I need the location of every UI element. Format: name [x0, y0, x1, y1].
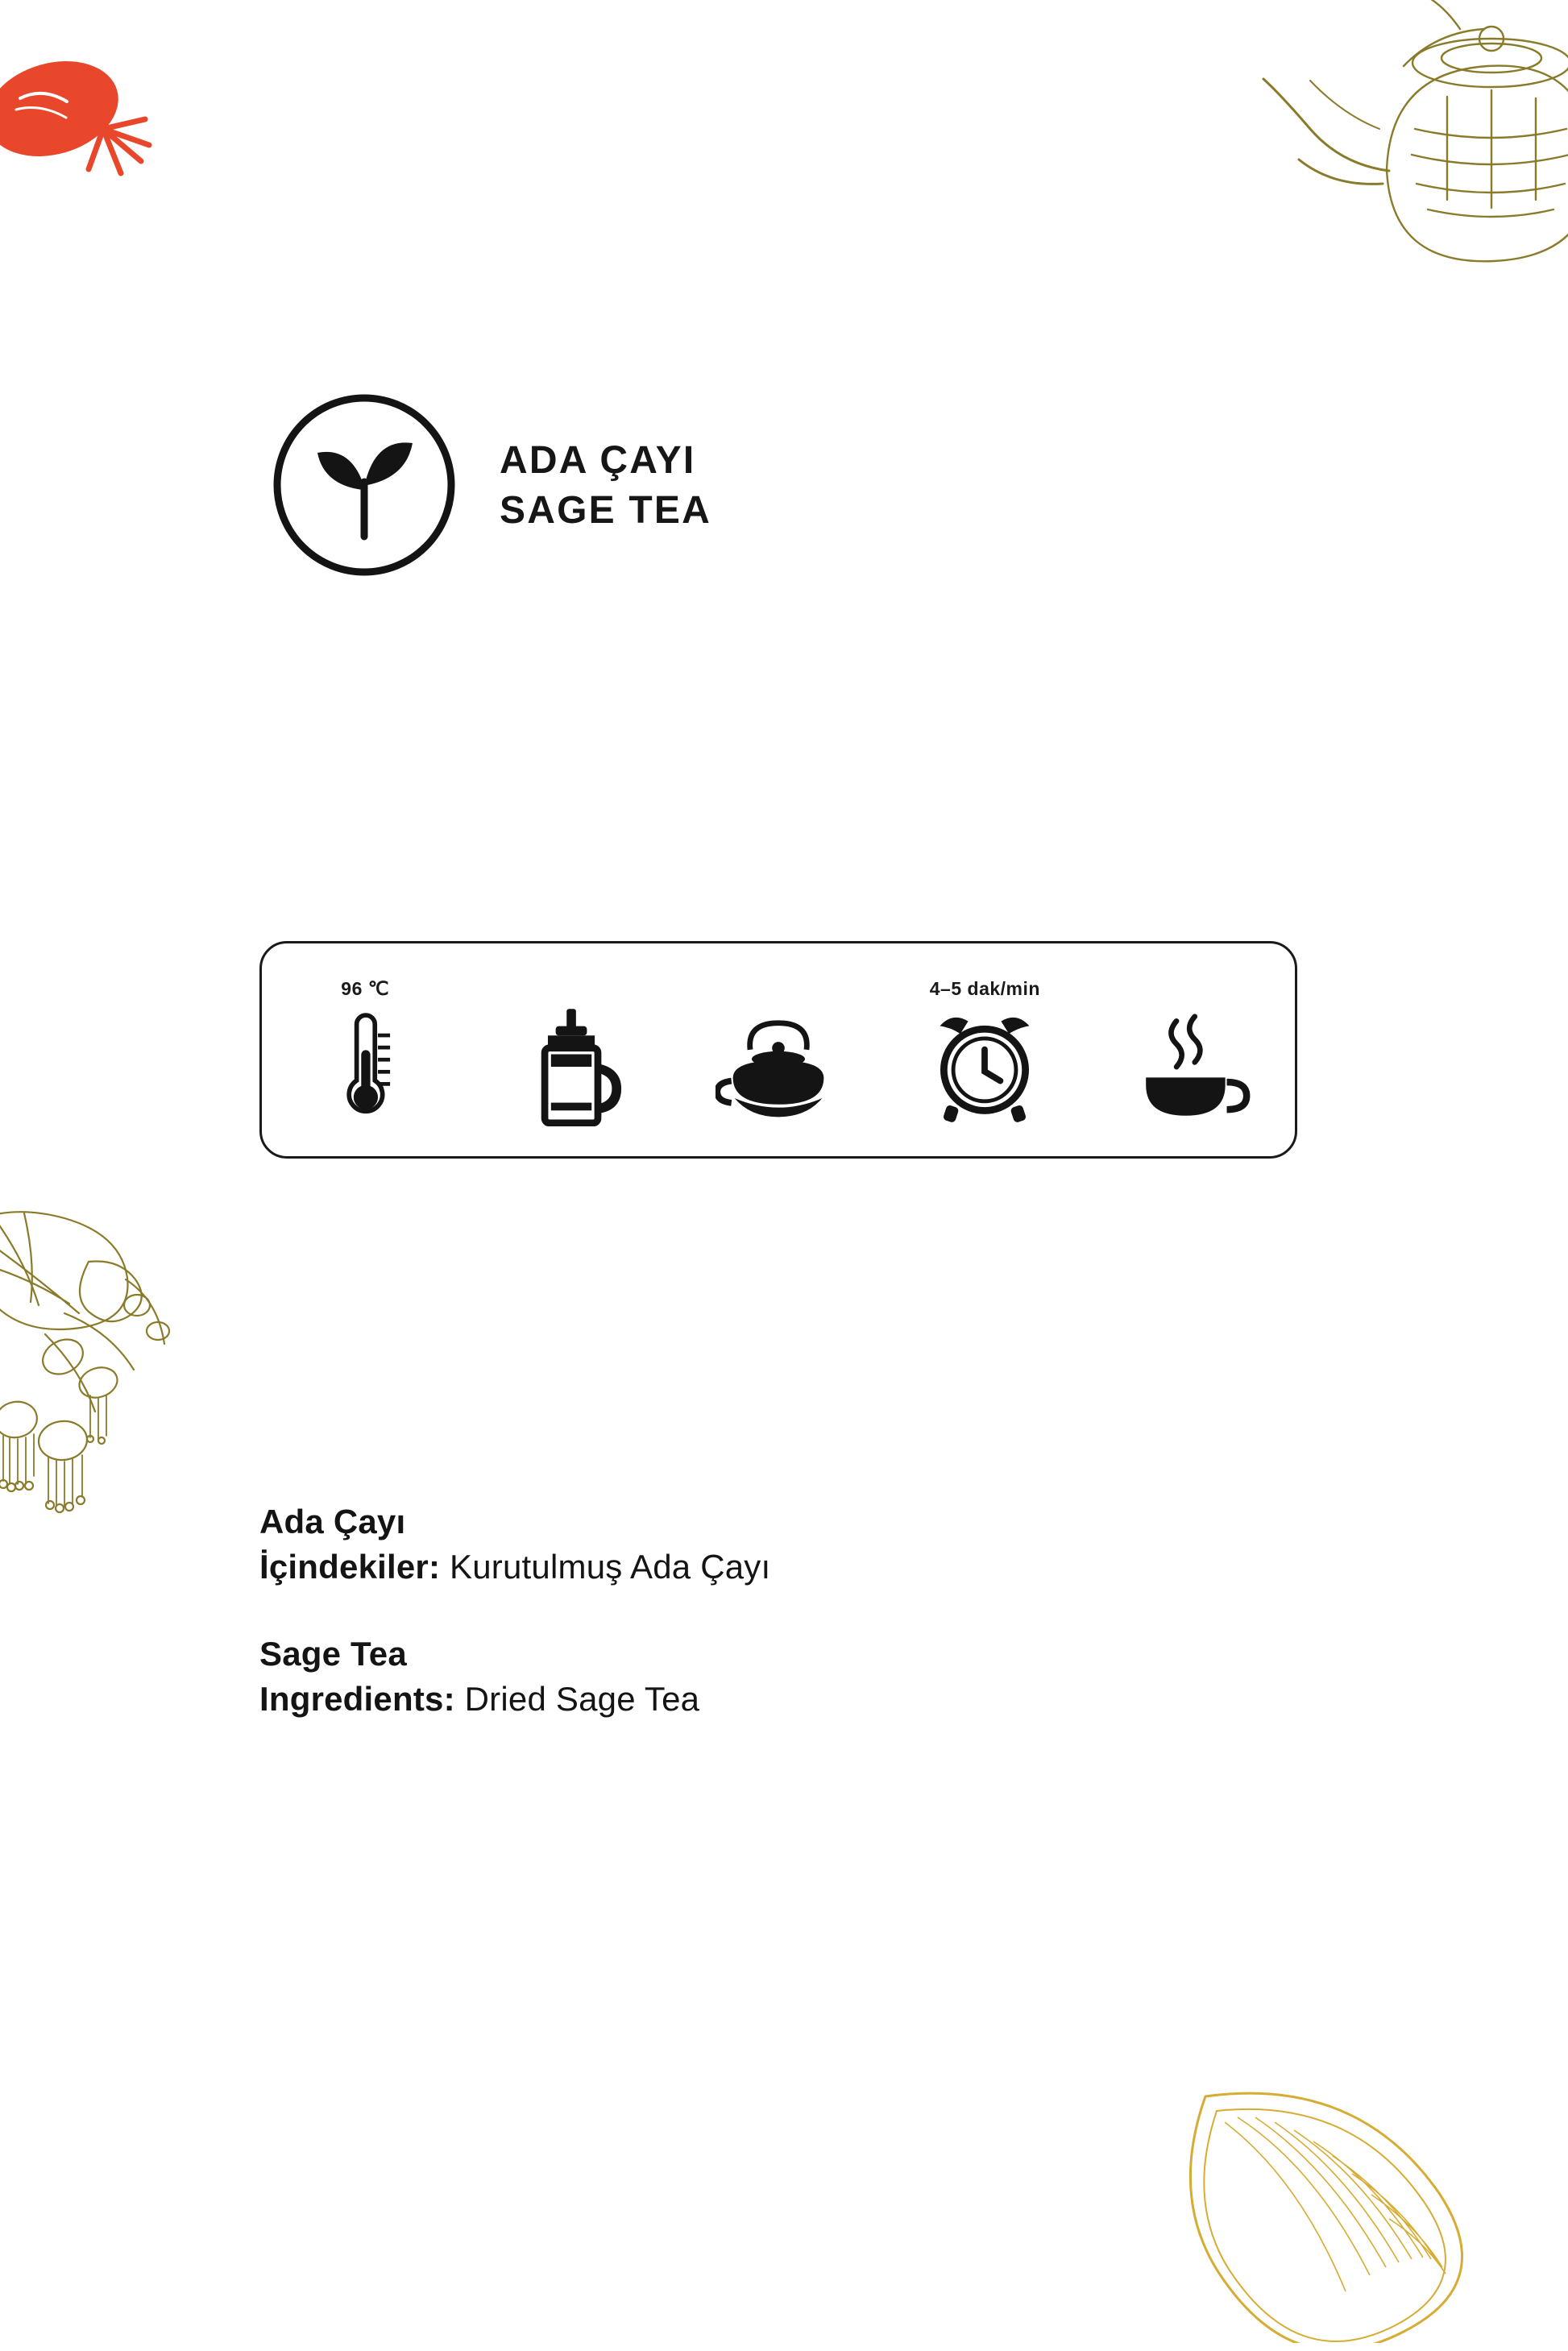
brew-step-serve — [1115, 973, 1268, 1126]
ingredients-product-name-tr: Ada Çayı — [259, 1503, 406, 1540]
steeping-time-label: 4–5 dak/min — [929, 978, 1040, 999]
teapot-icon — [716, 1005, 841, 1126]
ingredients-group-en — [259, 1635, 1226, 1719]
brew-step-french-press — [496, 973, 649, 1126]
teapot-illustration — [1262, 0, 1568, 314]
brewing-instructions-bar — [259, 941, 1297, 1159]
ingredients-section — [259, 1503, 1226, 1719]
product-name-tr: ADA ÇAYI — [500, 439, 696, 483]
ingredients-value-en: Dried Sage Tea — [464, 1680, 700, 1718]
ingredients-label-en: Ingredients: — [259, 1680, 455, 1718]
brew-step-teapot — [702, 973, 855, 1126]
brew-step-temperature — [288, 973, 442, 1126]
ingredients-value-tr: Kurutulmuş Ada Çayı — [450, 1548, 771, 1586]
thermometer-icon — [338, 1005, 392, 1126]
ingredients-group-tr — [259, 1503, 1226, 1586]
rosehip-illustration — [0, 24, 185, 266]
ingredients-line-en — [259, 1680, 1226, 1719]
steaming-cup-icon — [1130, 1005, 1253, 1126]
product-header — [266, 387, 711, 584]
ingredients-line-tr — [259, 1548, 1226, 1586]
brew-step-time — [908, 973, 1061, 1126]
product-title — [500, 436, 711, 535]
temperature-label: 96 ℃ — [341, 978, 390, 999]
product-name-en: SAGE TEA — [500, 488, 711, 532]
lemon-slice-illustration — [1181, 2061, 1495, 2343]
ingredients-label-tr: İçindekiler: — [259, 1548, 441, 1586]
french-press-icon — [521, 1005, 623, 1126]
ingredients-product-name-en: Sage Tea — [259, 1635, 407, 1673]
leaf-sprout-circle-icon — [266, 387, 463, 584]
alarm-clock-icon — [926, 1005, 1043, 1126]
linden-branch-illustration — [0, 1184, 290, 1539]
